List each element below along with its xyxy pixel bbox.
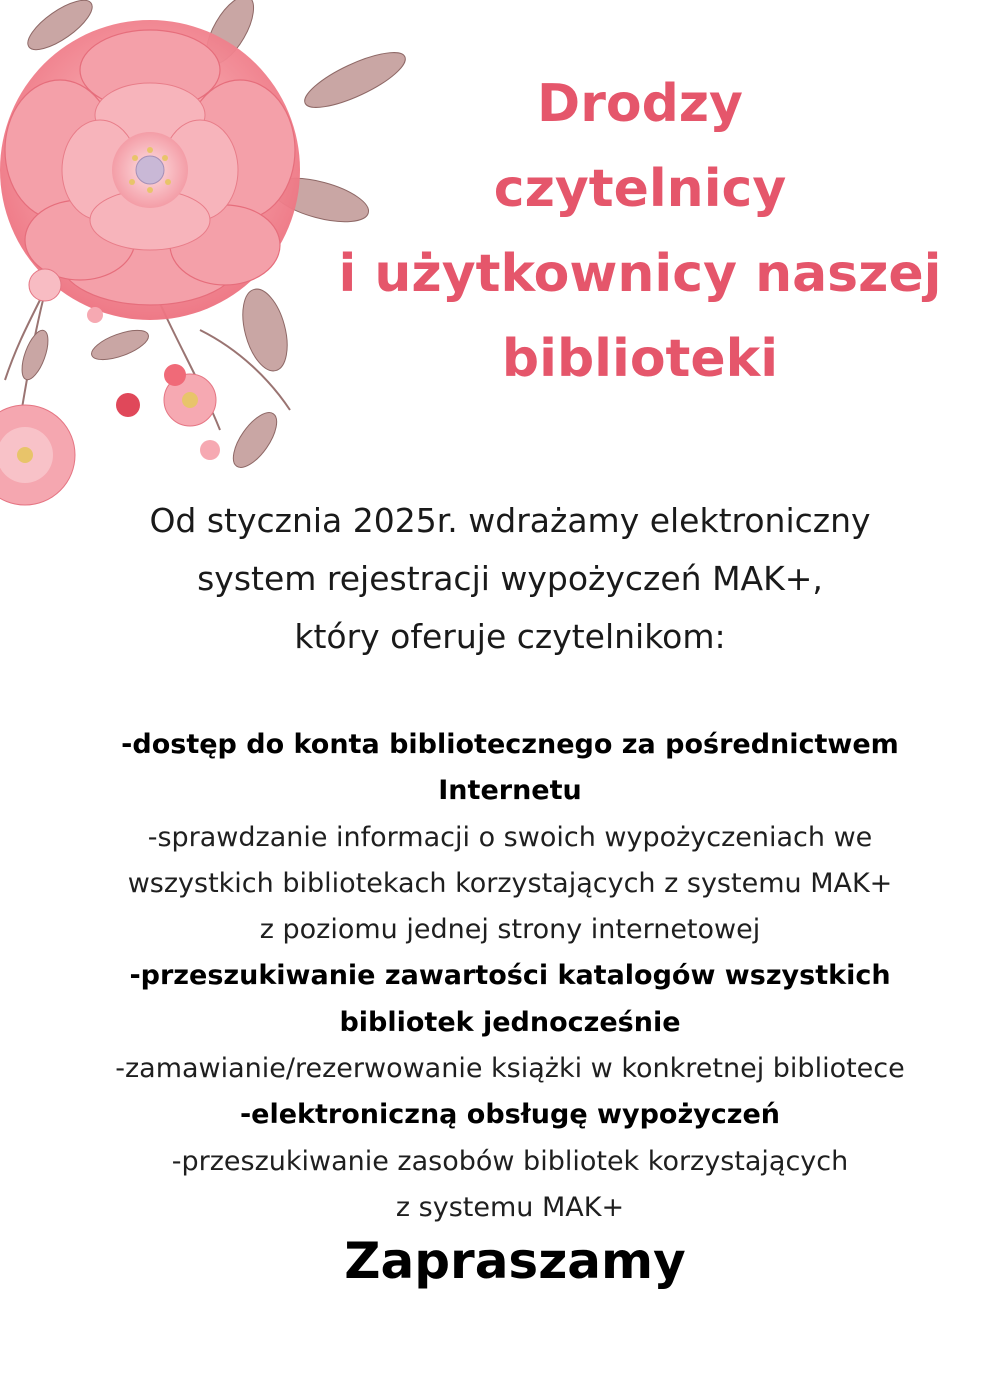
intro-line: Od stycznia 2025r. wdrażamy elektroniczny bbox=[149, 501, 871, 540]
feature-line: -przeszukiwanie zasobów bibliotek korzystających bbox=[171, 1145, 849, 1177]
feature-line: -zamawianie/rezerwowanie książki w konkretnej bibliotece bbox=[115, 1053, 905, 1085]
feature-line: -sprawdzanie informacji o swoich wypożyczeniach we bbox=[147, 821, 873, 853]
feature-line: Internetu bbox=[438, 775, 582, 807]
title-line: i użytkownicy naszej bbox=[338, 244, 942, 304]
title-line: biblioteki bbox=[501, 329, 779, 389]
intro-line: który oferuje czytelnikom: bbox=[294, 617, 726, 656]
feature-line: z poziomu jednej strony internetowej bbox=[259, 914, 761, 946]
feature-line: -przeszukiwanie zawartości katalogów wszystkich bbox=[129, 960, 891, 992]
feature-line: bibliotek jednocześnie bbox=[339, 1006, 681, 1038]
feature-line: wszystkich bibliotekach korzystających z systemu MAK+ bbox=[127, 867, 893, 899]
feature-line: -elektroniczną obsługę wypożyczeń bbox=[239, 1099, 781, 1131]
feature-line: z systemu MAK+ bbox=[395, 1191, 625, 1223]
intro-paragraph bbox=[40, 492, 980, 666]
closing-invitation: Zapraszamy bbox=[344, 1232, 686, 1290]
feature-list bbox=[30, 722, 990, 1231]
title-line: czytelnicy bbox=[493, 159, 787, 219]
intro-line: system rejestracji wypożyczeń MAK+, bbox=[197, 559, 823, 598]
title-line: Drodzy bbox=[537, 74, 743, 134]
feature-line: -dostęp do konta bibliotecznego za pośrednictwem bbox=[121, 729, 899, 760]
page-title bbox=[300, 62, 980, 402]
